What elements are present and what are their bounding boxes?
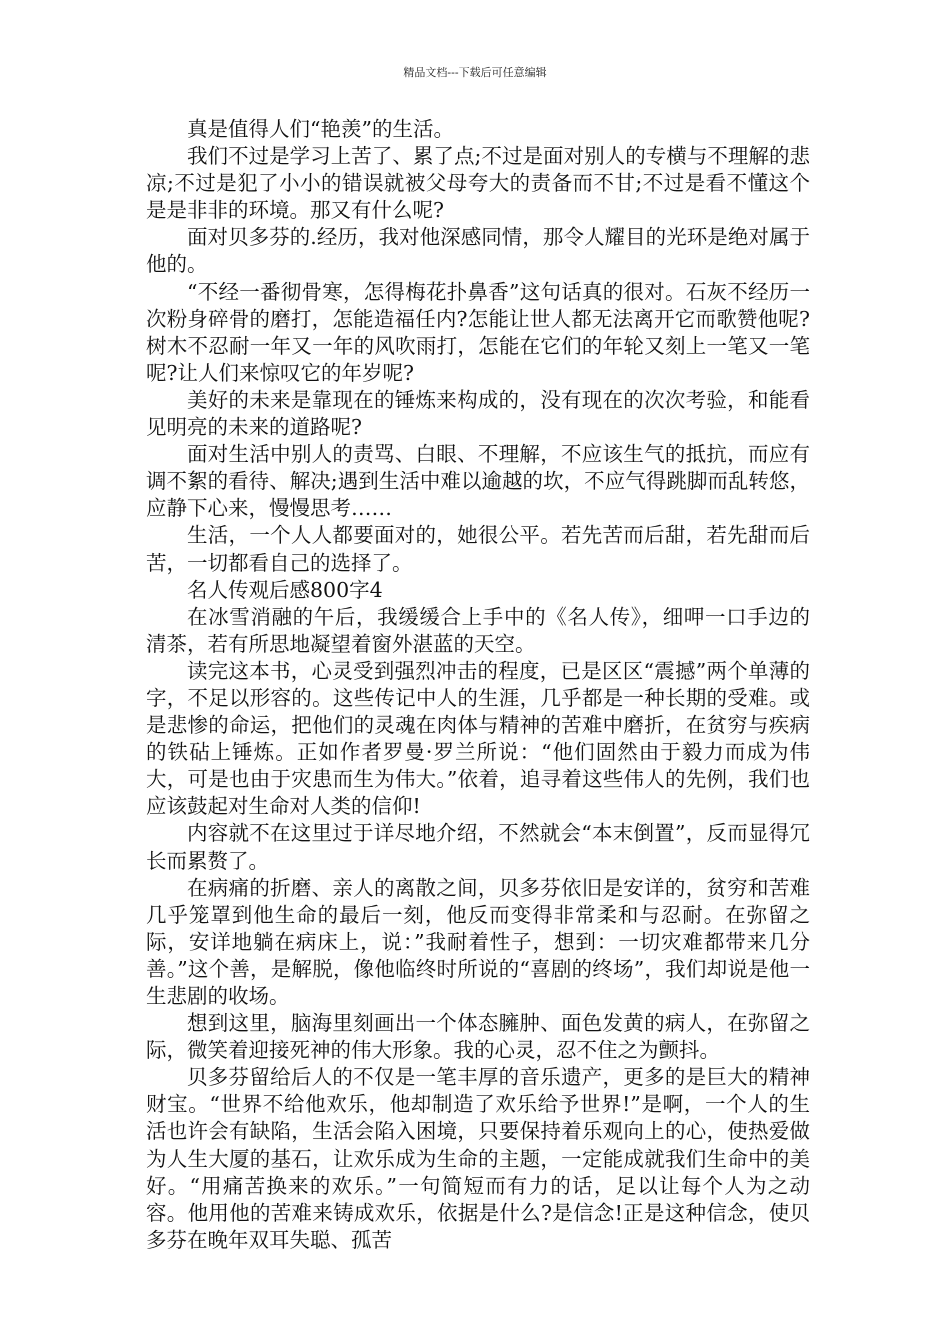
paragraph: 我们不过是学习上苦了、累了点;不过是面对别人的专横与不理解的悲凉;不过是犯了小小的错误就被父母夸大的责备而不甘;不过是看不懂这个是是非非的环境。那又有什么呢? [146,144,810,223]
paragraph: 生活，一个人人都要面对的，她很公平。若先苦而后甜，若先甜而后苦，一切都看自己的选择了。 [146,523,810,575]
paragraph: 美好的未来是靠现在的锤炼来构成的，没有现在的次次考验，和能看见明亮的未来的道路呢? [146,387,810,440]
paragraph: 内容就不在这里过于详尽地介绍，不然就会“本末倒置”，反而显得冗长而累赘了。 [146,821,810,873]
paragraph: 在冰雪消融的午后，我缓缓合上手中的《名人传》，细呷一口手边的清茶，若有所思地凝望着窗外湛蓝的天空。 [146,604,810,656]
document-body [146,116,810,1254]
paragraph: 真是值得人们“艳羡”的生活。 [187,117,454,141]
paragraph: 想到这里，脑海里刻画出一个体态臃肿、面色发黄的病人，在弥留之际，微笑着迎接死神的伟大形象。我的心灵，忍不住之为颤抖。 [146,1011,810,1063]
paragraph: “不经一番彻骨寒，怎得梅花扑鼻香”这句话真的很对。石灰不经历一次粉身碎骨的磨打，怎能造福任内?怎能让世人都无法离开它而歌赞他呢?树木不忍耐一年又一年的风吹雨打，怎能在它们的年轮又刻上一笔又一笔呢?让人们来惊叹它的年岁呢? [146,279,810,385]
page-header: 精品文档---下载后可任意编辑 [403,66,547,79]
paragraph: 面对生活中别人的责骂、白眼、不理解，不应该生气的抵抗，而应有调不絮的看待、解决;遇到生活中难以逾越的坎，不应气得跳脚而乱转悠，应静下心来，慢慢思考…… [146,442,810,521]
paragraph: 在病痛的折磨、亲人的离散之间，贝多芬依旧是安详的，贫穷和苦难几乎笼罩到他生命的最后一刻，他反而变得非常柔和与忍耐。在弥留之际，安详地躺在病床上，说：”我耐着性子，想到：一切灾难都带来几分善。”这个善，是解脱，像他临终时所说的“喜剧的终场”，我们却说是他一生悲剧的收场。 [146,875,810,1008]
paragraph: 面对贝多芬的.经历，我对他深感同情，那令人耀目的光环是绝对属于他的。 [146,225,810,277]
section-heading: 名人传观后感800字4 [187,577,383,602]
paragraph: 读完这本书，心灵受到强烈冲击的程度，已是区区“震撼”两个单薄的字，不足以形容的。这些传记中人的生涯，几乎都是一种长期的受难。或是悲惨的命运，把他们的灵魂在肉体与精神的苦难中磨折，在贫穷与疾病的铁砧上锤炼。正如作者罗曼·罗兰所说：“他们固然由于毅力而成为伟大，可是也由于灾患而生为伟大。”依着，追寻着这些伟人的先例，我们也应该鼓起对生命对人类的信仰! [146,658,810,819]
paragraph: 贝多芬留给后人的不仅是一笔丰厚的音乐遗产，更多的是巨大的精神财宝。“世界不给他欢乐，他却制造了欢乐给予世界!”是啊，一个人的生活也许会有缺陷，生活会陷入困境，只要保持着乐观向上的心，使热爱做为人生大厦的基石，让欢乐成为生命的主题，一定能成就我们生命中的美好。“用痛苦换来的欢乐。”一句简短而有力的话，足以让每个人为之动容。他用他的苦难来铸成欢乐，依据是什么?是信念!正是这种信念，使贝多芬在晚年双耳失聪、孤苦 [146,1065,810,1252]
